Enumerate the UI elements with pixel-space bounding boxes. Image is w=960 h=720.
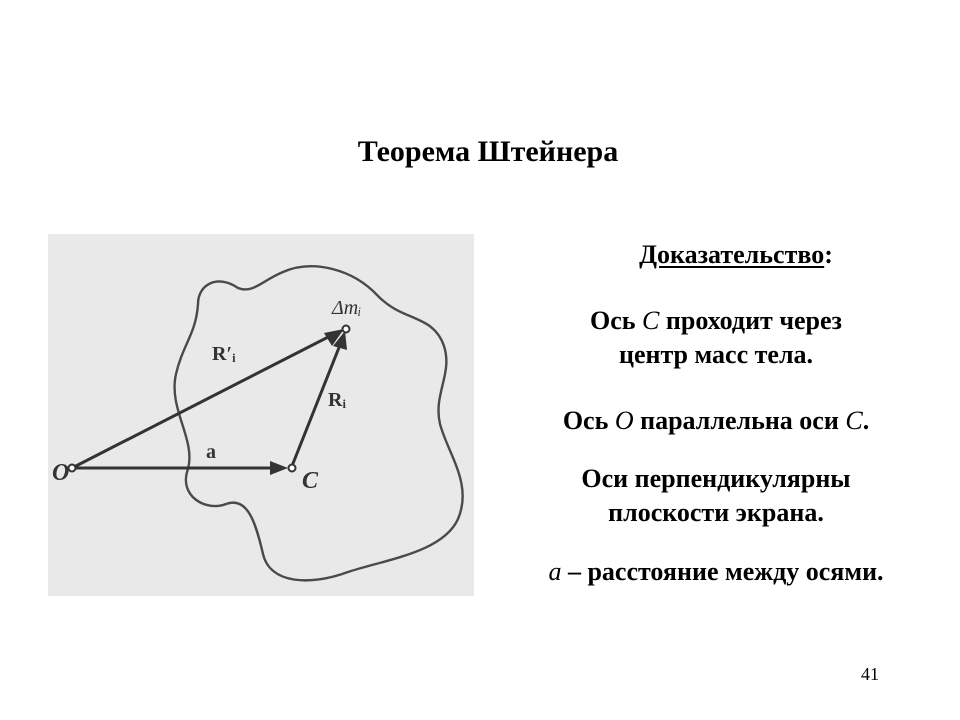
axis-o-end: .	[862, 406, 870, 435]
axis-c-variable: С	[642, 306, 660, 335]
axis-c-line2: центр масс тела.	[618, 340, 814, 369]
perp-line2: плоскости экрана.	[608, 498, 824, 527]
point-mass	[343, 326, 350, 333]
point-O	[69, 465, 76, 472]
axis-c-prefix: Ось	[590, 306, 643, 335]
label-vector-a: a	[206, 441, 216, 463]
page-number: 41	[861, 664, 879, 684]
label-vector-R: Rᵢ	[328, 389, 346, 411]
perpendicular-statement	[486, 462, 946, 530]
distance-statement	[486, 555, 946, 589]
label-vector-R-prime: R′ᵢ	[212, 343, 236, 365]
distance-variable: a	[548, 557, 562, 586]
axis-o-variable: О	[614, 406, 634, 435]
perp-line1: Оси перпендикулярны	[581, 464, 851, 493]
proof-heading-colon: :	[824, 240, 833, 269]
axis-o-prefix: Ось	[562, 406, 615, 435]
distance-rest: – расстояние между осями.	[561, 557, 884, 586]
point-C	[289, 465, 296, 472]
proof-heading-text: Доказательство	[639, 240, 825, 269]
label-center: C	[302, 468, 319, 494]
axis-c-rest: проходит через	[659, 306, 842, 335]
slide-title: Теорема Штейнера	[357, 135, 619, 168]
label-origin: O	[52, 460, 70, 486]
axis-c-statement	[486, 304, 946, 372]
axis-o-variable2: С	[845, 406, 863, 435]
axis-o-statement	[486, 404, 946, 438]
steiner-diagram	[48, 234, 474, 596]
label-mass-element: Δmᵢ	[332, 297, 362, 319]
diagram-svg	[48, 234, 474, 596]
proof-heading	[566, 238, 906, 272]
axis-o-middle: параллельна оси	[633, 406, 846, 435]
